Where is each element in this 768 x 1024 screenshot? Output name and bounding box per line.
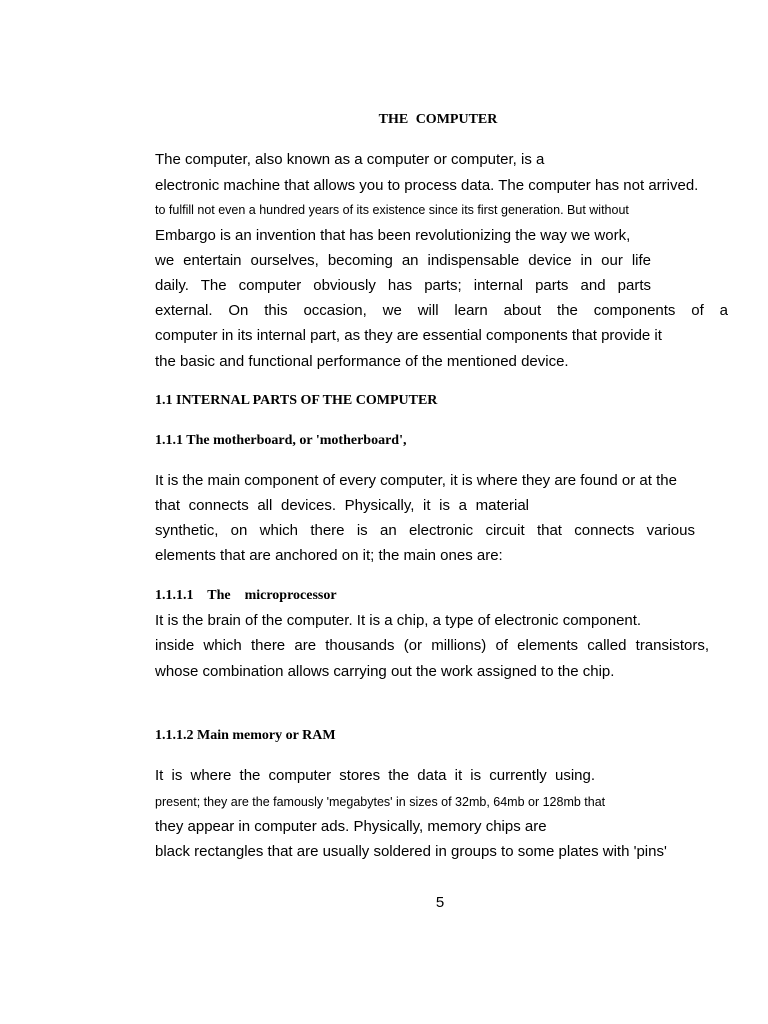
microprocessor-line-1: It is the brain of the computer. It is a chip, a type of electronic component. <box>155 612 642 629</box>
section-heading-1-1: 1.1 INTERNAL PARTS OF THE COMPUTER <box>155 393 438 408</box>
ram-line-3: they appear in computer ads. Physically, memory chips are <box>155 818 547 835</box>
intro-line-8: computer in its internal part, as they are essential components that provide it <box>155 327 662 344</box>
microprocessor-line-3: whose combination allows carrying out the work assigned to the chip. <box>155 663 615 680</box>
intro-line-2: electronic machine that allows you to process data. The computer has not arrived. <box>155 177 699 194</box>
section-heading-1-1-1-2: 1.1.1.2 Main memory or RAM <box>155 728 336 743</box>
intro-line-7: external. On this occasion, we will learn about the components of a <box>155 302 728 319</box>
intro-line-5: we entertain ourselves, becoming an indispensable device in our life <box>155 252 651 269</box>
intro-line-6: daily. The computer obviously has parts; internal parts and parts <box>155 277 651 294</box>
intro-line-1: The computer, also known as a computer or computer, is a <box>155 151 545 168</box>
microprocessor-line-2: inside which there are thousands (or millions) of elements called transistors, <box>155 637 709 654</box>
document-title: THE COMPUTER <box>378 112 498 127</box>
ram-line-1: It is where the computer stores the data it is currently using. <box>155 767 595 784</box>
ram-line-2: present; they are the famously 'megabytes' in sizes of 32mb, 64mb or 128mb that <box>155 795 606 809</box>
intro-line-4: Embargo is an invention that has been revolutionizing the way we work, <box>155 227 631 244</box>
intro-line-3: to fulfill not even a hundred years of its existence since its first generation. But without <box>155 203 629 217</box>
motherboard-line-4: elements that are anchored on it; the main ones are: <box>155 547 503 564</box>
section-heading-1-1-1: 1.1.1 The motherboard, or 'motherboard', <box>155 433 407 448</box>
ram-line-4: black rectangles that are usually soldered in groups to some plates with 'pins' <box>155 843 667 860</box>
motherboard-line-2: that connects all devices. Physically, it is a material <box>155 497 529 514</box>
motherboard-line-3: synthetic, on which there is an electronic circuit that connects various <box>155 522 695 539</box>
page-number: 5 <box>435 894 445 911</box>
intro-line-9: the basic and functional performance of the mentioned device. <box>155 353 569 370</box>
section-heading-1-1-1-1: 1.1.1.1 The microprocessor <box>155 588 337 603</box>
motherboard-line-1: It is the main component of every computer, it is where they are found or at the <box>155 472 677 489</box>
